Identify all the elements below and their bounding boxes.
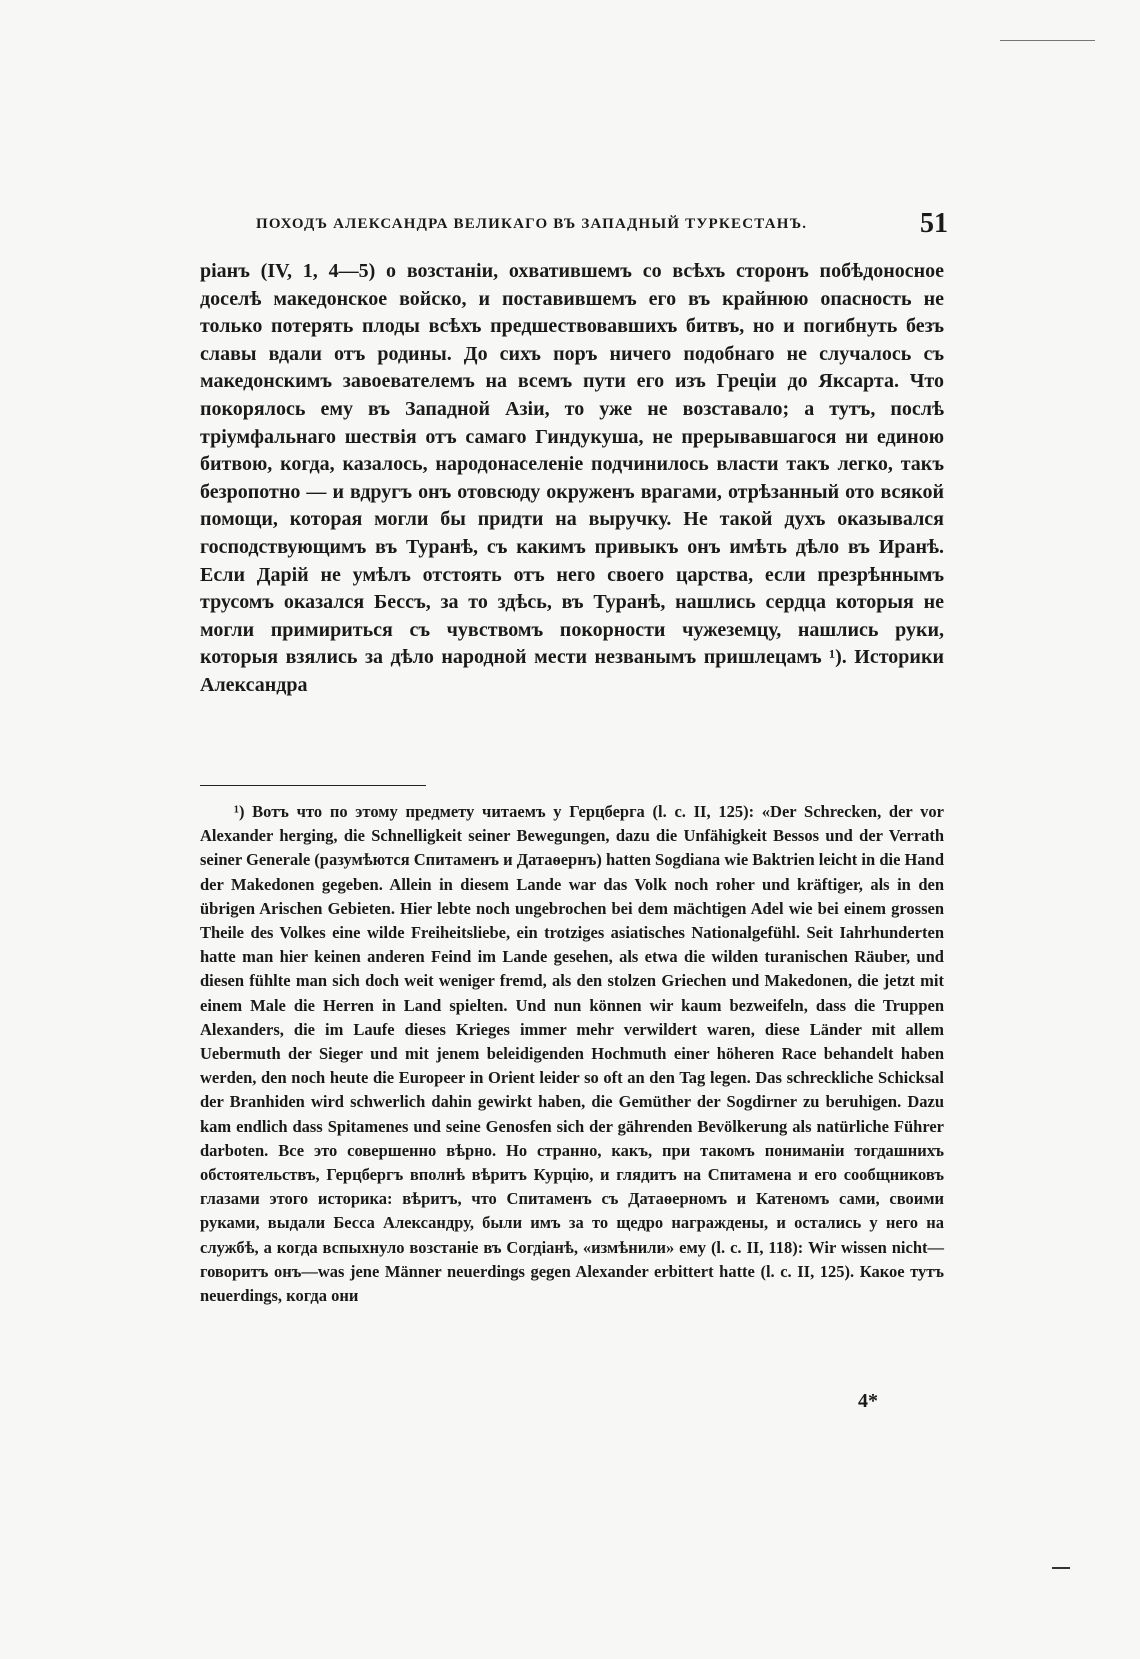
signature-mark: 4* — [858, 1390, 878, 1412]
scan-edge-mark — [1052, 1567, 1070, 1569]
body-paragraph: ріанъ (IV, 1, 4—5) о возстаніи, охватившемъ со всѣхъ сторонъ побѣдоносное доселѣ македонское войско, и поставившемъ его въ крайнюю опасность не только потерять плоды всѣхъ предшествовавшихъ битвъ, но и погибнуть безъ славы вдали отъ родины. До сихъ поръ ничего подобнаго не случалось съ македонскимъ завоевателемъ на всемъ пути его изъ Греціи до Яксарта. Что покорялось ему въ Западной Азіи, то уже не возставало; а тутъ, послѣ тріумфальнаго шествія отъ самаго Гиндукуша, не прерывавшагося ни единою битвою, когда, казалось, народонаселеніе подчинилось власти такъ легко, такъ безропотно — и вдругъ онъ отовсюду окруженъ врагами, отрѣзанный ото всякой помощи, которая могли бы придти на выручку. Не такой духъ оказывался господствующимъ въ Туранѣ, съ какимъ привыкъ онъ имѣть дѣло въ Иранѣ. Если Дарій не умѣлъ отстоять отъ него своего царства, если презрѣннымъ трусомъ оказался Бессъ, за то здѣсь, въ Туранѣ, нашлись сердца которыя не могли примириться съ чувствомъ покорности чужеземцу, нашлись руки, которыя взялись за дѣло народной мести незванымъ пришлецамъ ¹). Историки Александра — [200, 260, 944, 696]
footnote-rule — [200, 785, 426, 786]
running-title: ПОХОДЪ АЛЕКСАНДРА ВЕЛИКАГО ВЪ ЗАПАДНЫЙ ТУРКЕСТАНЪ. — [256, 216, 808, 232]
main-text — [200, 258, 944, 700]
scan-edge-line — [1000, 40, 1095, 41]
running-head — [200, 208, 948, 242]
footnotes — [200, 800, 944, 1308]
footnote-1: ¹) Вотъ что по этому предмету читаемъ у Герцберга (l. c. II, 125): «Der Schrecken, der vor Alexander herging, die Schnelligkeit seiner Bewegungen, dazu die Unfähigkeit Bessos und der Verrath seiner Generale (разумѣются Спитаменъ и Датаѳернъ) hatten Sogdiana wie Baktrien leicht in die Hand der Makedonen gegeben. Allein in diesem Lande war das Volk noch roher und kräftiger, als in den übrigen Arischen Gebieten. Hier lebte noch ungebrochen bei dem mächtigen Adel wie bei einem grossen Theile des Volkes eine wilde Freiheitsliebe, ein trotziges asiatisches Nationalgefühl. Seit Iahrhunderten hatte man hier keinen anderen Feind im Lande gesehen, als etwa die wilden turanischen Räuber, und diesen fühlte man sich doch weit weniger fremd, als den stolzen Griechen und Makedonen, die jetzt mit einem Male die Herren in Land spielten. Und nun können wir kaum bezweifeln, dass die Truppen Alexanders, die im Laufe dieses Krieges immer mehr verwildert waren, diese Länder mit allem Uebermuth der Sieger und mit jenem beleidigenden Hochmuth einer höheren Race behandelt haben werden, den noch heute die Europeer in Orient leider so oft an den Tag legen. Das schreckliche Schicksal der Branhiden wird schwerlich dahin gewirkt haben, die Gemüther der Sogdirner zu beruhigen. Dazu kam endlich dass Spitamenes und seine Genosfen sich der gährenden Bevölkerung als natürliche Führer darboten. Все это совершенно вѣрно. Но странно, какъ, при такомъ пониманіи тогдашнихъ обстоятельствъ, Герцбергъ вполнѣ вѣритъ Курцію, и глядитъ на Спитамена и его сообщниковъ глазами этого историка: вѣритъ, что Спитаменъ съ Датаѳерномъ и Катеномъ сами, своими руками, выдали Бесса Александру, были имъ за то щедро награждены, и остались у него на службѣ, а когда вспыхнуло возстаніе въ Согдіанѣ, «измѣнили» ему (l. c. II, 118): Wir wissen nicht—говоритъ онъ—was jene Männer neuerdings gegen Alexander erbittert hatte (l. c. II, 125). Какое тутъ neuerdings, когда они — [200, 802, 944, 1306]
page-number: 51 — [920, 208, 948, 239]
